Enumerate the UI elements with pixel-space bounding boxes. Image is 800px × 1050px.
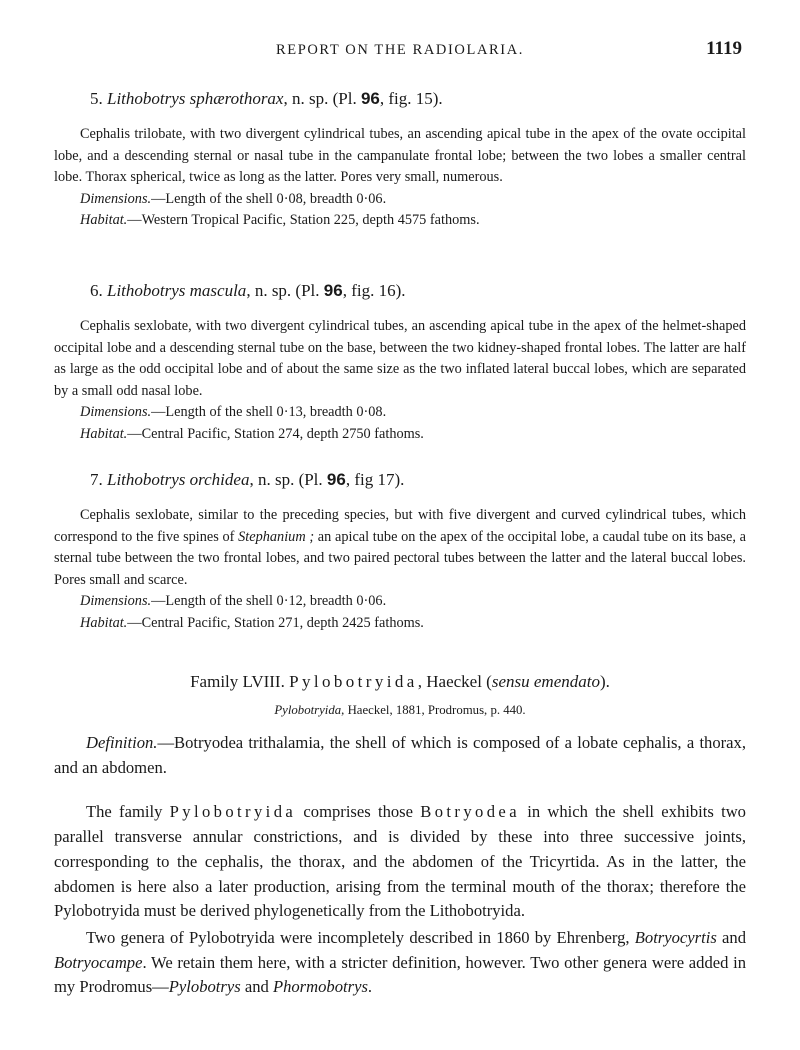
family-name: Pylobotryida <box>289 672 418 691</box>
figure-ref: , fig 17). <box>345 470 405 489</box>
species-name: Lithobotrys mascula <box>107 281 247 300</box>
habitat-line: Habitat.—Central Pacific, Station 271, depth 2425 fathoms. <box>80 614 424 631</box>
species-description: Cephalis sexlobate, similar to the preceding species, but with five divergent and curved cylindrical tubes, which correspond to the five spines of Stephanium ; an apical tube on the apex of the occipital lobe, a caudal tube on its base, a sternal tube between the two frontal lobes, and two paired pectoral tubes between the latter and the lateral buccal lobes. Pores small and scarce. <box>54 507 747 588</box>
figure-ref: , fig. 16). <box>342 281 406 300</box>
species-body-6 <box>54 316 746 445</box>
dimensions-line: Dimensions.—Length of the shell 0·08, breadth 0·06. <box>80 190 387 207</box>
habitat-line: Habitat.—Western Tropical Pacific, Station 225, depth 4575 fathoms. <box>80 212 480 228</box>
species-body-7 <box>54 505 746 634</box>
species-number: 7. <box>90 470 103 489</box>
species-status: , n. sp. (Pl. <box>246 281 320 300</box>
plate-number: 96 <box>323 281 343 300</box>
species-body-5 <box>54 124 746 232</box>
species-description: Cephalis sexlobate, with two divergent cylindrical tubes, an ascending apical tube in the apex of the helmet-shaped occipital lobe and a descending sternal tube on the base, between the two kidney-shaped frontal lobes. The latter are half as large as the odd occipital lobe and of about the same size as the two inflated lateral buccal lobes, which are separated by a small odd nasal lobe. <box>54 318 746 399</box>
running-header <box>0 38 800 62</box>
species-heading-6 <box>90 281 406 301</box>
family-reference: Pylobotryida, Haeckel, 1881, Prodromus, p. 440. <box>274 703 526 717</box>
plate-number: 96 <box>326 470 346 489</box>
species-status: , n. sp. (Pl. <box>249 470 323 489</box>
species-number: 5. <box>90 89 103 108</box>
page-number: 1119 <box>706 38 742 59</box>
dimensions-line: Dimensions.—Length of the shell 0·12, breadth 0·06. <box>80 593 387 609</box>
species-description: Cephalis trilobate, with two divergent cylindrical tubes, an ascending apical tube in the apex of the ovate occipital lobe, and a descending sternal or nasal tube in the campanulate frontal lobe; between the two lobes a smaller central lobe. Thorax spherical, twice as long as the latter. Pores very small, numerous. <box>54 126 746 185</box>
species-heading-7 <box>90 470 404 490</box>
habitat-line: Habitat.—Central Pacific, Station 274, depth 2750 fathoms. <box>80 425 424 442</box>
species-heading-5 <box>90 89 443 109</box>
dimensions-line: Dimensions.—Length of the shell 0·13, breadth 0·08. <box>80 404 387 420</box>
family-paragraph-1: The family Pylobotryida comprises those Botryodea in which the shell exhibits two parallel transverse annular constrictions, and is divided by these into three successive joints, corresponding to the cephalis, the thorax, and the abdomen of the Tricyrtida. As in the latter, the abdomen is here also a later production, arising from the terminal mouth of the thorax; therefore the Pylobotryida must be derived phylogenetically from the Lithobotryida. <box>54 802 746 921</box>
family-text <box>54 731 746 1000</box>
species-number: 6. <box>90 281 103 300</box>
family-paragraph-2: Two genera of Pylobotryida were incompletely described in 1860 by Ehrenberg, Botryocyrtis and Botryocampe. We retain them here, with a stricter definition, however. Two other genera were added in my Prodromus—Pylobotrys and Phormobotrys. <box>54 927 746 997</box>
species-name: Lithobotrys orchidea <box>107 470 250 489</box>
definition-paragraph: Definition.—Botryodea trithalamia, the shell of which is composed of a lobate cephalis, a thorax, and an abdomen. <box>54 733 746 777</box>
plate-number: 96 <box>360 89 380 108</box>
running-title: REPORT ON THE RADIOLARIA. <box>275 42 525 58</box>
species-name: Lithobotrys sphærothorax <box>107 89 284 108</box>
species-status: , n. sp. (Pl. <box>283 89 357 108</box>
family-heading: Family LVIII. Pylobotryida, Haeckel (sensu emendato). <box>190 672 610 691</box>
figure-ref: , fig. 15). <box>379 89 443 108</box>
